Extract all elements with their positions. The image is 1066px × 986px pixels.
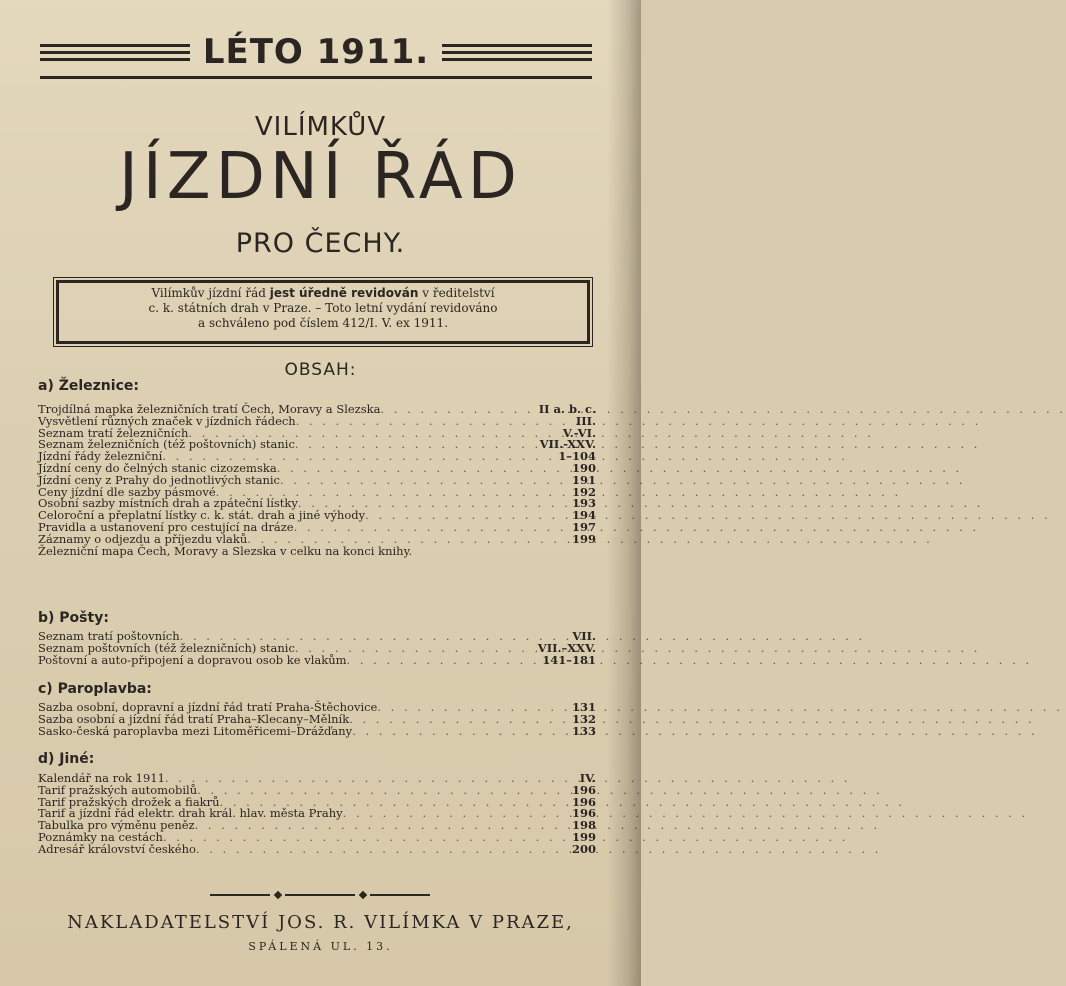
section-heading-post: b) Pošty:	[38, 610, 109, 626]
section-heading-shipping: c) Paroplavba:	[38, 681, 152, 697]
toc-item: Seznam poštovních (též železničních) stanic . . . VII.–XXV.	[38, 643, 596, 655]
revision-notice-box	[56, 280, 590, 344]
notice-text: Vilímkův jízdní řád	[151, 286, 266, 300]
toc-item: Poštovní a auto-připojení a dopravou osob ke vlakům . . . 141–181	[38, 655, 596, 667]
toc-item: Seznam železničních (též poštovních) stanic . . . VII.-XXV.	[38, 439, 596, 451]
toc-item: Tarif pražských drožek a fiakrů . . . 196	[38, 797, 596, 809]
toc-item: Adresář království českého . . . 200	[38, 844, 596, 856]
publisher-address: SPÁLENÁ UL. 13.	[248, 940, 393, 953]
publisher-name-small: VILÍMKŮV	[254, 112, 387, 142]
publisher-imprint: NAKLADATELSTVÍ JOS. R. VILÍMKA V PRAZE,	[67, 912, 574, 933]
toc-item: Pravidla a ustanovení pro cestující na dráze . . . 197	[38, 522, 596, 534]
toc-item: Kalendář na rok 1911 . . . IV.	[38, 773, 596, 785]
toc-item: Záznamy o odjezdu a příjezdu vlaků . . . 199	[38, 534, 596, 546]
toc-item: Tabulka pro výměnu peněz . . . 198	[38, 820, 596, 832]
toc-item: Seznam tratí poštovních . . . VII.	[38, 631, 596, 643]
notice-emphasis: jest úředně revidován	[269, 286, 419, 300]
toc-item: Sazba osobní, dopravní a jízdní řád tratí Praha-Štěchovice . . . 131	[38, 702, 596, 714]
section-heading-railways: a) Železnice:	[38, 378, 139, 394]
toc-item: Jízdní ceny z Prahy do jednotlivých stanic . . . 191	[38, 475, 596, 487]
toc-item: Jízdní řády železniční . . . 1–104	[38, 451, 596, 463]
railways-list	[38, 404, 596, 557]
post-list	[38, 631, 596, 666]
toc-item: Sazba osobní a jízdní řád tratí Praha–Klecany–Mělník . . . 132	[38, 714, 596, 726]
toc-item: Sasko-česká paroplavba mezi Litoměřicemi–Drážďany . . . 133	[38, 726, 596, 738]
toc-item: Ceny jízdní dle sazby pásmové . . . 192	[38, 487, 596, 499]
subtitle: PRO ČECHY.	[235, 228, 406, 259]
notice-line-3: a schváleno pod číslem 412/I. V. ex 1911.	[197, 316, 449, 330]
header-divider	[40, 76, 592, 79]
decorative-rules-right	[442, 44, 592, 61]
decorative-rules-left	[40, 44, 190, 61]
main-title: JÍZDNÍ ŘÁD	[119, 140, 522, 214]
toc-item: Vysvětlení různých značek v jízdních řádech . . . III.	[38, 416, 596, 428]
toc-item: Seznam tratí železničních . . . V.-VI.	[38, 428, 596, 440]
toc-item: Tarif a jízdní řád elektr. drah král. hlav. města Prahy . . . 196	[38, 808, 596, 820]
toc-item: Osobní sazby místních drah a zpáteční lístky . . . 193	[38, 498, 596, 510]
toc-item: Trojdílná mapka železničních tratí Čech, Moravy a Slezska . . . II a. b. c.	[38, 404, 596, 416]
notice-text: v ředitelství	[422, 286, 495, 300]
notice-line-2: c. k. státních drah v Praze. – Toto letní vydání revidováno	[148, 301, 498, 315]
toc-item: Celoroční a přeplatní lístky c. k. stát. drah a jiné výhody . . . 194	[38, 510, 596, 522]
notice-line-1	[65, 286, 581, 301]
toc-item: Železniční mapa Čech, Moravy a Slezska v celku na konci knihy.	[38, 543, 413, 558]
toc-item: Tarif pražských automobilů . . . 196	[38, 785, 596, 797]
contents-heading: OBSAH:	[284, 360, 357, 380]
season-banner	[40, 30, 592, 74]
footer-ornament	[210, 891, 430, 899]
season-label: LÉTO 1911.	[202, 32, 430, 72]
toc-item: Poznámky na cestách . . . 199	[38, 832, 596, 844]
toc-item: Jízdní ceny do čelných stanic cizozemska . . . 190	[38, 463, 596, 475]
other-list	[38, 773, 596, 856]
shipping-list	[38, 702, 596, 737]
section-heading-other: d) Jiné:	[38, 751, 95, 767]
